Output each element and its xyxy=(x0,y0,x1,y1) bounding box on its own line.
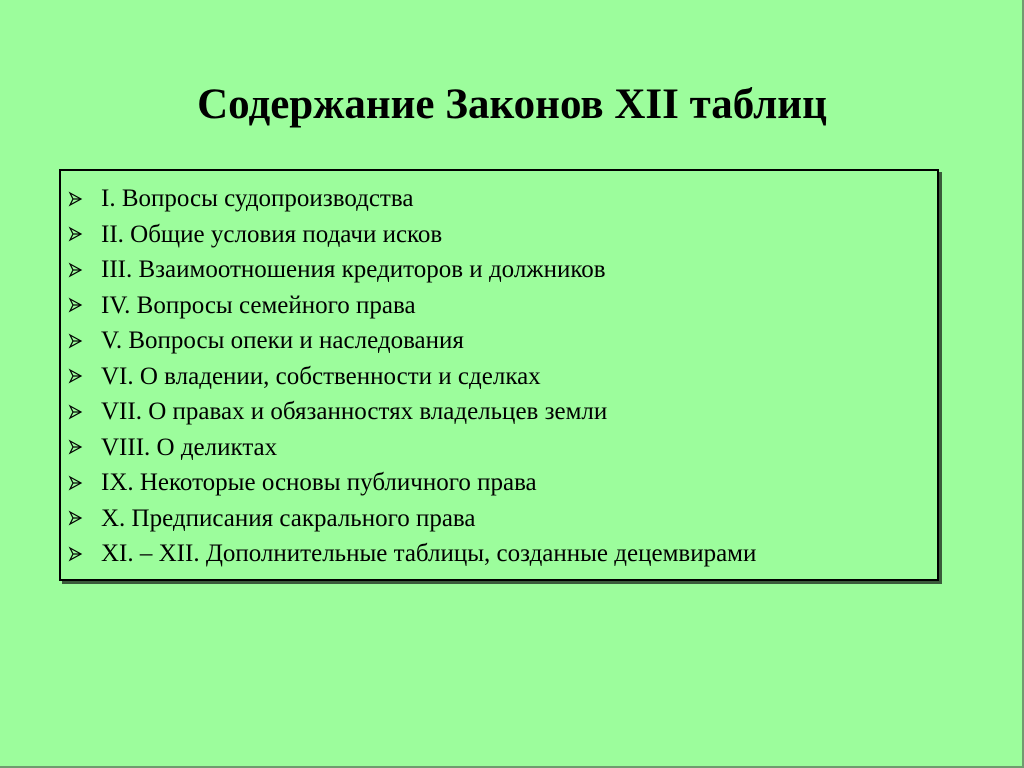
arrow-chevron-bullet-icon xyxy=(66,367,84,385)
arrow-chevron-bullet-icon xyxy=(66,474,84,492)
list-item xyxy=(61,394,937,430)
bullet-list xyxy=(61,181,937,572)
list-item xyxy=(61,465,937,501)
list-item xyxy=(61,501,937,537)
slide-title: Содержание Законов XII таблиц xyxy=(197,81,827,128)
list-item-label: XI. – XII. Дополнительные таблицы, созданные децемвирами xyxy=(101,540,757,568)
list-item-label: IX. Некоторые основы публичного права xyxy=(101,469,537,497)
arrow-chevron-bullet-icon xyxy=(66,545,84,563)
list-item xyxy=(61,181,937,217)
arrow-chevron-bullet-icon xyxy=(66,403,84,421)
list-item-label: VIII. О деликтах xyxy=(101,433,278,461)
arrow-chevron-bullet-icon xyxy=(66,296,84,314)
list-item xyxy=(61,288,937,324)
list-item xyxy=(61,252,937,288)
list-item-label: III. Взаимоотношения кредиторов и должников xyxy=(101,256,606,284)
list-item-label: IV. Вопросы семейного права xyxy=(101,291,416,319)
list-item-label: X. Предписания сакрального права xyxy=(101,504,476,532)
list-item xyxy=(61,359,937,395)
list-item-label: I. Вопросы судопроизводства xyxy=(101,185,414,213)
arrow-chevron-bullet-icon xyxy=(66,438,84,456)
arrow-chevron-bullet-icon xyxy=(66,190,84,208)
list-item-label: II. Общие условия подачи исков xyxy=(101,220,443,248)
list-item xyxy=(61,217,937,253)
arrow-chevron-bullet-icon xyxy=(66,332,84,350)
list-item xyxy=(61,430,937,466)
list-item-label: VII. О правах и обязанностях владельцев земли xyxy=(101,398,608,426)
list-item xyxy=(61,536,937,572)
arrow-chevron-bullet-icon xyxy=(66,225,84,243)
list-item xyxy=(61,323,937,359)
list-item-label: VI. О владении, собственности и сделках xyxy=(101,362,541,390)
arrow-chevron-bullet-icon xyxy=(66,509,84,527)
list-item-label: V. Вопросы опеки и наследования xyxy=(101,327,464,355)
content-box xyxy=(59,169,939,581)
arrow-chevron-bullet-icon xyxy=(66,261,84,279)
